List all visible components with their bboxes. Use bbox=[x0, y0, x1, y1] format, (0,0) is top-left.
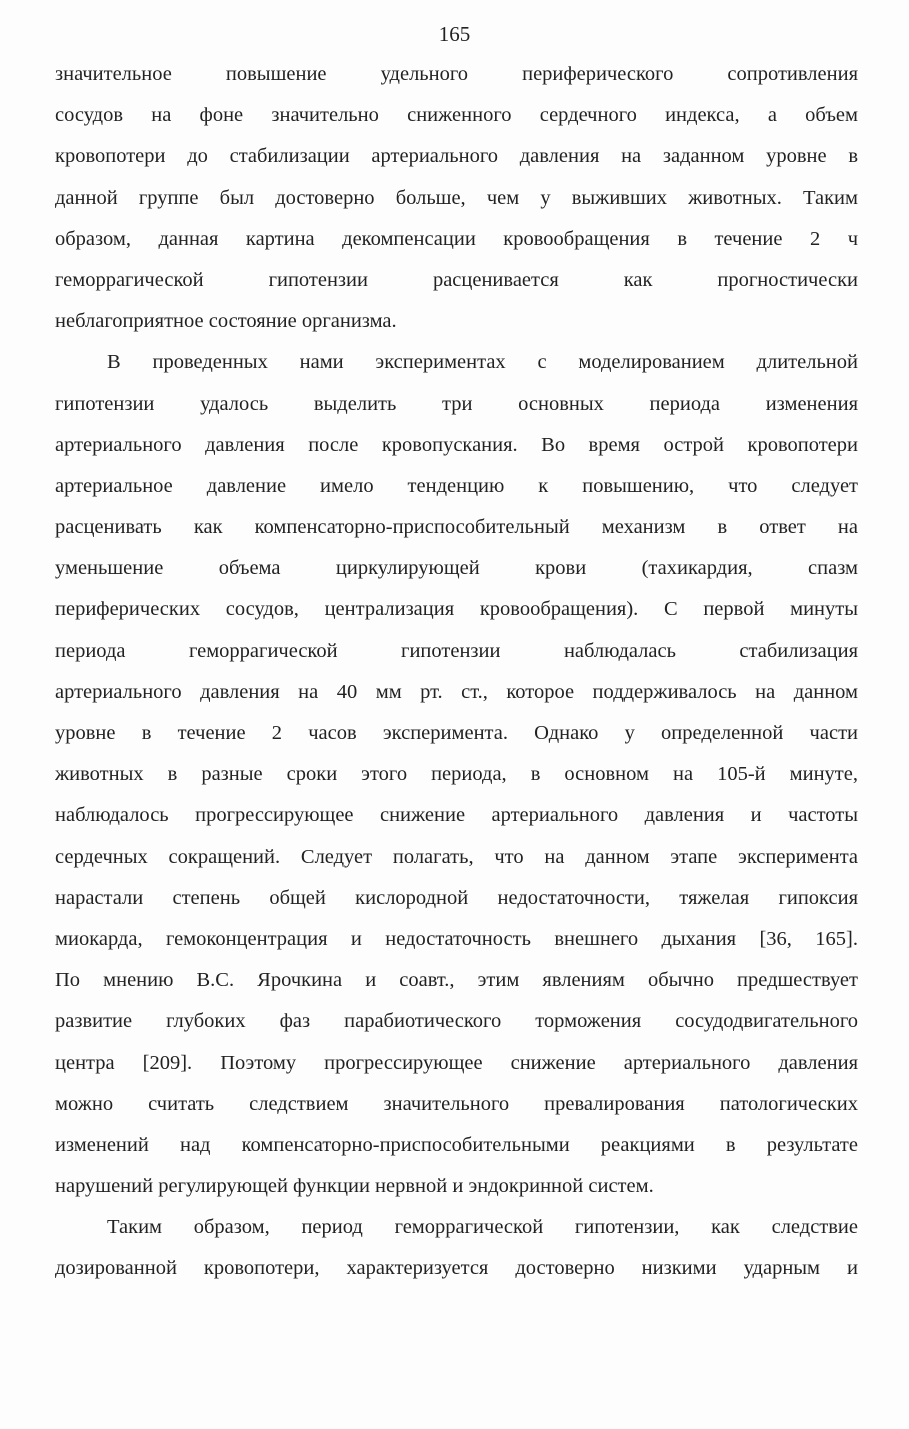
text-line: уровне в течение 2 часов эксперимента. Однако у определенной части bbox=[55, 722, 858, 744]
text-line: уменьшение объема циркулирующей крови (тахикардия, спазм bbox=[55, 557, 858, 580]
text-line: периода геморрагической гипотензии наблюдалась стабилизация bbox=[55, 639, 858, 662]
body-text bbox=[55, 54, 858, 1290]
text-line: неблагоприятное состояние организма. bbox=[55, 310, 397, 333]
text-line: наблюдалось прогрессирующее снижение артериального давления и частоты bbox=[55, 804, 858, 827]
text-line: кровопотери до стабилизации артериального давления на заданном уровне в bbox=[55, 145, 858, 168]
text-line: расценивать как компенсаторно-приспособительный механизм в ответ на bbox=[55, 516, 858, 539]
text-line: геморрагической гипотензии расценивается как прогностически bbox=[55, 268, 858, 291]
text-line: сердечных сокращений. Следует полагать, что на данном этапе эксперимента bbox=[55, 845, 858, 868]
text-line: артериальное давление имело тенденцию к повышению, что следует bbox=[55, 474, 858, 497]
text-line: сосудов на фоне значительно сниженного сердечного индекса, а объем bbox=[55, 104, 858, 127]
text-line: Таким образом, период геморрагической гипотензии, как следствие bbox=[107, 1216, 858, 1239]
text-line: животных в разные сроки этого периода, в основном на 105-й минуте, bbox=[55, 763, 858, 786]
text-line: артериального давления после кровопускания. Во время острой кровопотери bbox=[55, 433, 858, 456]
paragraph-3 bbox=[55, 1207, 858, 1289]
text-line: центра [209]. Поэтому прогрессирующее снижение артериального давления bbox=[55, 1051, 858, 1074]
text-line: периферических сосудов, централизация кровообращения). С первой минуты bbox=[55, 598, 858, 621]
page-number: 165 bbox=[438, 22, 471, 46]
text-line: значительное повышение удельного периферического сопротивления bbox=[55, 63, 858, 85]
text-line: гипотензии удалось выделить три основных периода изменения bbox=[55, 392, 858, 415]
text-line: можно считать следствием значительного превалирования патологических bbox=[55, 1092, 858, 1115]
text-line: дозированной кровопотери, характеризуется достоверно низкими ударным и bbox=[55, 1257, 858, 1280]
text-line: развитие глубоких фаз парабиотического торможения сосудодвигательного bbox=[55, 1010, 858, 1033]
text-line: миокарда, гемоконцентрация и недостаточность внешнего дыхания [36, 165]. bbox=[55, 927, 858, 950]
text-line: По мнению В.С. Ярочкина и соавт., этим явлениям обычно предшествует bbox=[55, 969, 858, 992]
text-line: данной группе был достоверно больше, чем у выживших животных. Таким bbox=[55, 186, 858, 209]
text-line: нарастали степень общей кислородной недостаточности, тяжелая гипоксия bbox=[55, 886, 858, 909]
text-line: нарушений регулирующей функции нервной и эндокринной систем. bbox=[55, 1175, 654, 1198]
text-line: образом, данная картина декомпенсации кровообращения в течение 2 ч bbox=[55, 227, 858, 250]
text-line: В проведенных нами экспериментах с моделированием длительной bbox=[107, 351, 858, 374]
paragraph-1 bbox=[55, 54, 858, 342]
paragraph-2 bbox=[55, 342, 858, 1207]
text-line: изменений над компенсаторно-приспособительными реакциями в результате bbox=[55, 1133, 858, 1156]
text-line: артериального давления на 40 мм рт. ст., которое поддерживалось на данном bbox=[55, 680, 858, 703]
